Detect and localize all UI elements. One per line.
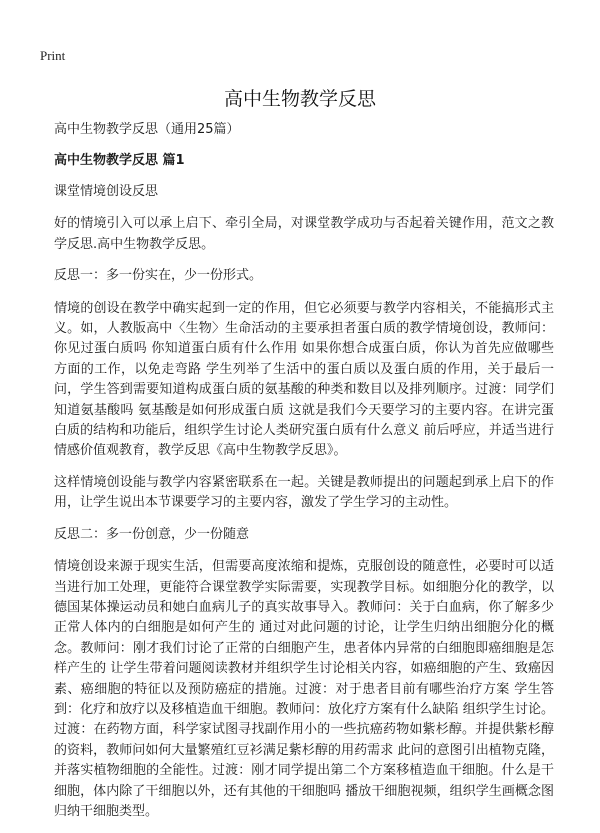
paragraph-reflection-one-summary: 这样情境创设能与教学内容紧密联系在一起。关键是教师提出的问题起到承上启下的作用，让学生说出本节课要学习的主要内容，激发了学生学习的主动性。	[54, 474, 554, 511]
page-title: 高中生物教学反思	[223, 88, 376, 110]
section-heading: 高中生物教学反思 篇1	[54, 153, 185, 168]
paragraph-reflection-one-heading: 反思一：多一份实在，少一份形式。	[54, 268, 263, 284]
document-body	[54, 120, 554, 833]
paragraph-reflection-one-body: 情境的创设在教学中确实起到一定的作用，但它必须要与教学内容相关，不能搞形式主义。如，人教版高中〈生物〉生命活动的主要承担者蛋白质的教学情境创设，教师问：你见过蛋白质吗 你知道蛋白质有什么作用 如果你想合成蛋白质，你认为首先应做哪些方面的工作，以免走弯路 学生列举了生活中的蛋白质以及蛋白质的作用，关于最后一问，学生答到需要知道构成蛋白质的氨基酸的种类和数目以及排列顺序。过渡：同学们知道氨基酸吗 氨基酸是如何形成蛋白质 这就是我们今天要学习的主要内容。在讲完蛋白质的结构和功能后，组织学生讨论人类研究蛋白质有什么意义 前后呼应，并适当进行情感价值观教育，教学反思《高中生物教学反思》。	[54, 300, 554, 459]
paragraph-reflection-two-body: 情境创设来源于现实生活，但需要高度浓缩和提炼，克服创设的随意性，必要时可以适当进行加工处理，更能符合课堂教学实际需要，实现教学目标。如细胞分化的教学，以德国某体操运动员和她白血病儿子的真实故事导入。教师问：关于白血病，你了解多少 正常人体内的白细胞是如何产生的 通过对此问题的讨论，让学生归纳出细胞分化的概念。教师问：刚才我们讨论了正常的白细胞产生，患者体内异常的白细胞即癌细胞是怎样产生的 让学生带着问题阅读教材并组织学生讨论相关内容，如癌细胞的产生、致癌因素、癌细胞的特征以及预防癌症的措施。过渡：对于患者目前有哪些治疗方案 学生答到：化疗和放疗以及移植造血干细胞。教师问：放化疗方案有什么缺陷 组织学生讨论。过渡：在药物方面，科学家试图寻找副作用小的一些抗癌药物如紫杉醇。并提供紫杉醇的资料，教师问如何大量繁殖红豆衫满足紫杉醇的用药需求 此问的意图引出植物克隆，并落实植物细胞的全能性。过渡：刚才同学提出第二个方案移植造血干细胞。什么是干细胞，体内除了干细胞以外，还有其他的干细胞吗 播放干细胞视频，组织学生画概念图归纳干细胞类型。	[54, 559, 554, 819]
paragraph-intro: 好的情境引入可以承上启下、牵引全局，对课堂教学成功与否起着关键作用，范文之教学反思.高中生物教学反思。	[54, 216, 554, 252]
paragraph-reflection-two-heading: 反思二：多一份创意，少一份随意	[54, 526, 250, 542]
print-label[interactable]: Print	[40, 48, 66, 63]
document-subtitle: 高中生物教学反思（通用25篇）	[54, 122, 240, 137]
paragraph-topic: 课堂情境创设反思	[54, 184, 159, 199]
